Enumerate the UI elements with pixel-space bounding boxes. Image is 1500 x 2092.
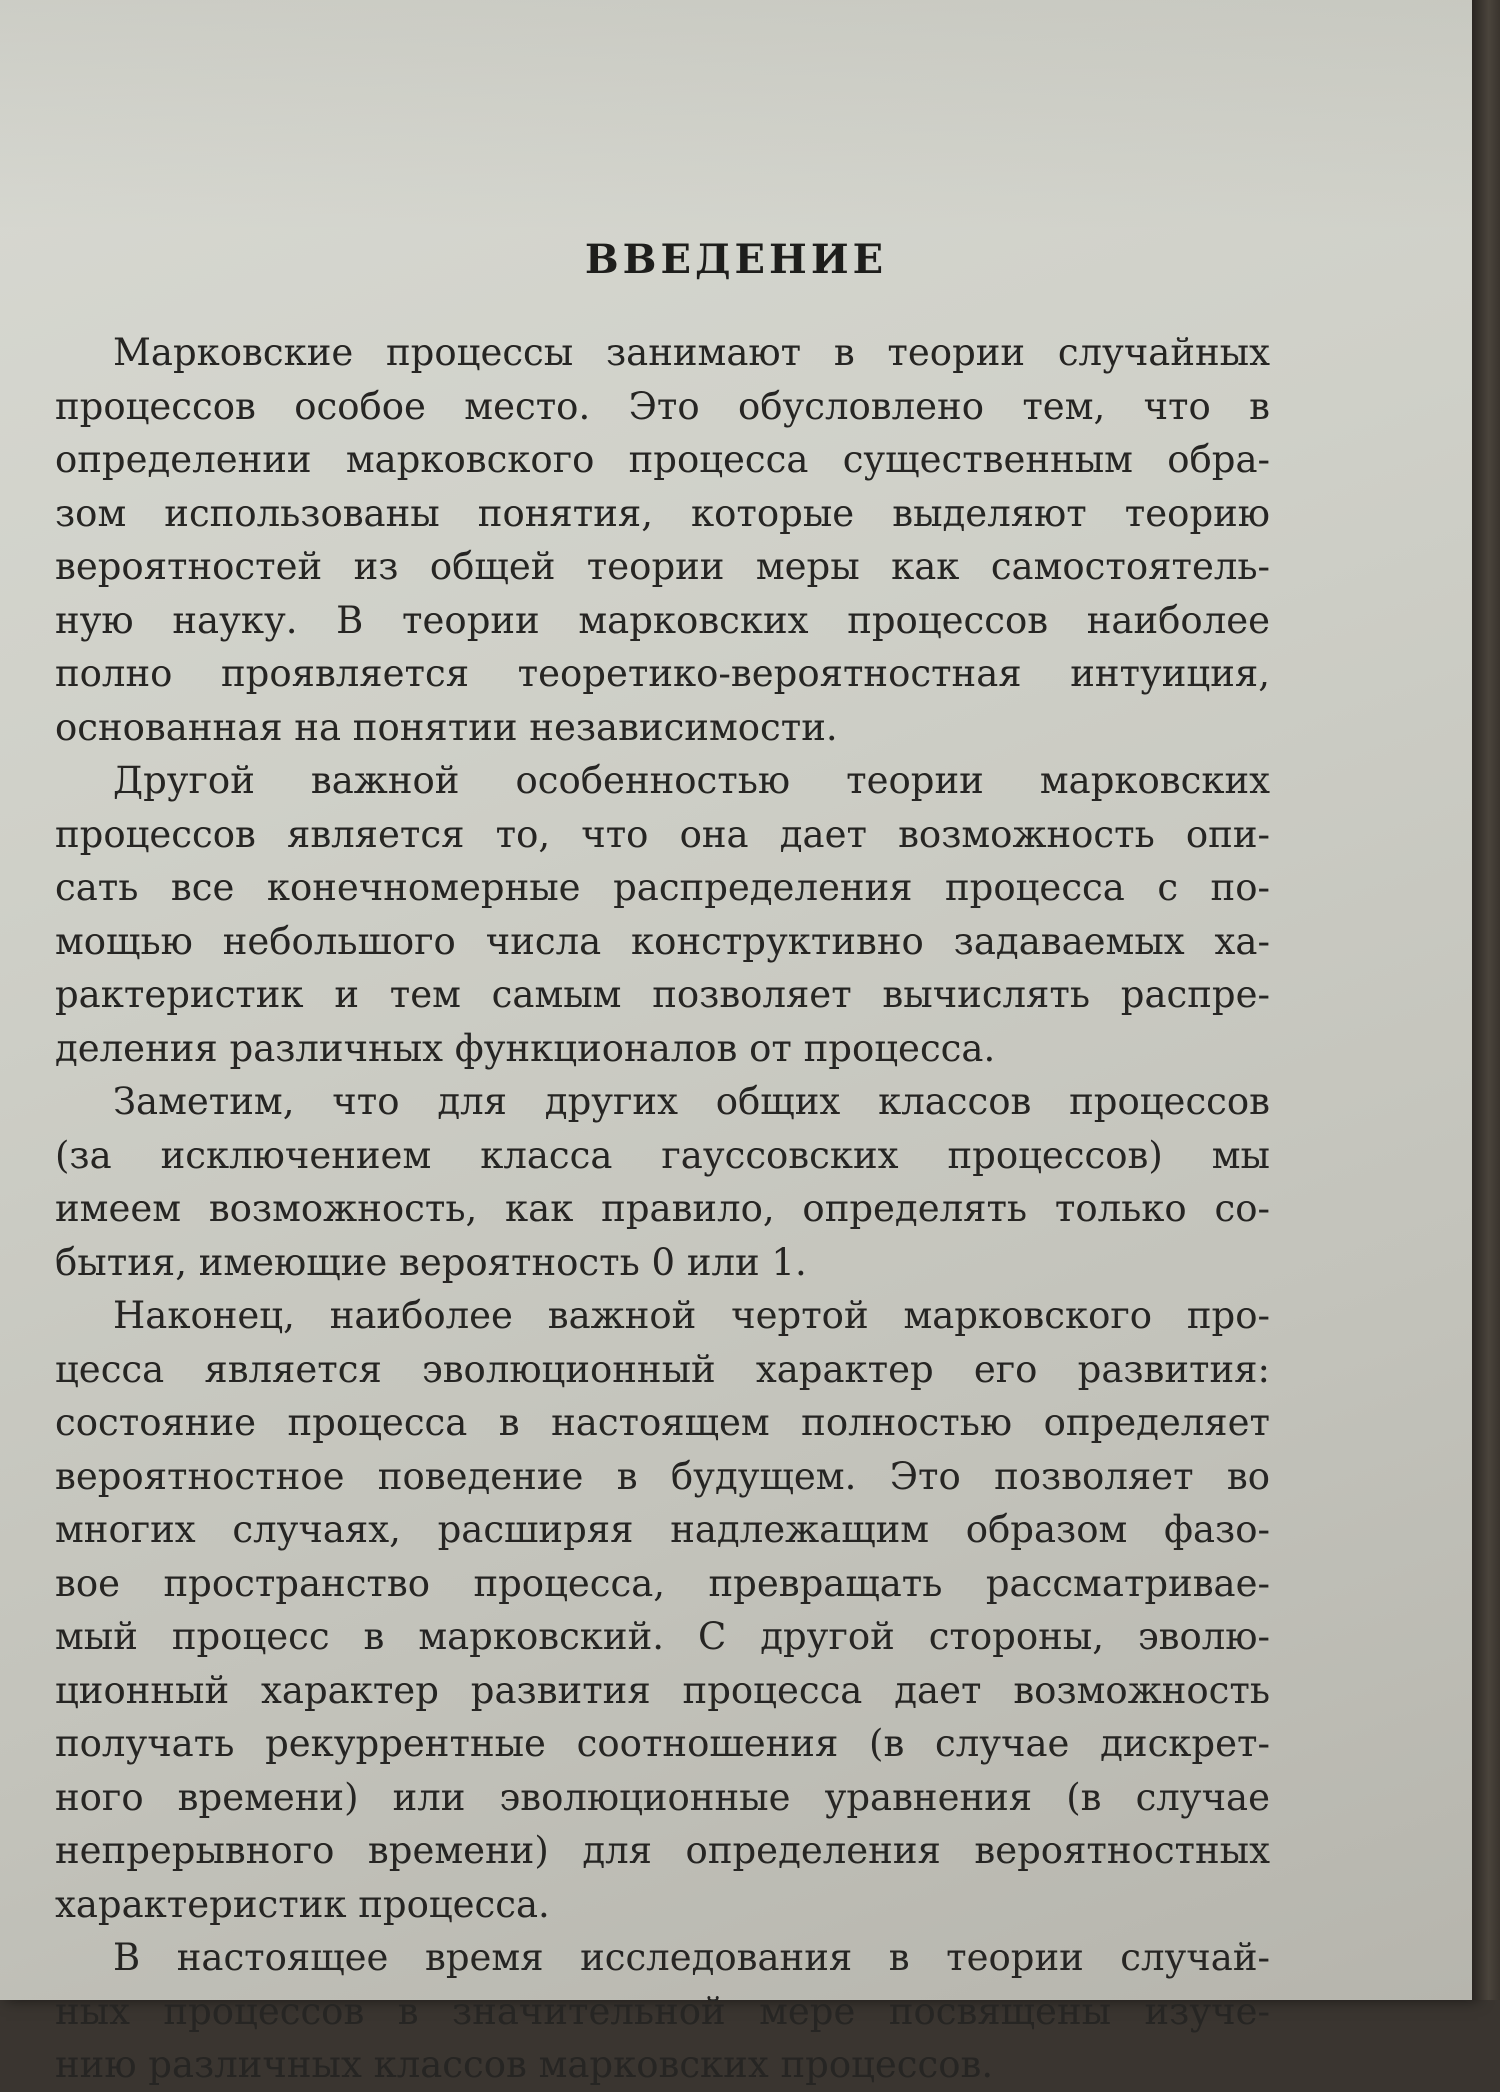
text-line: непрерывного времени) для определения вероятностных xyxy=(55,1829,1270,1872)
text-line: В настоящее время исследования в теории случай- xyxy=(113,1936,1270,1979)
text-line: характеристик процесса. xyxy=(55,1882,550,1926)
text-line: зом использованы понятия, которые выделяют теорию xyxy=(55,491,1270,535)
body-text xyxy=(55,326,1270,2092)
text-line: многих случаях, расширяя надлежащим образом фазо- xyxy=(55,1508,1270,1551)
text-line: Другой важной особенностью теории марковских xyxy=(113,759,1270,802)
text-line: мый процесс в марковский. С другой стороны, эволю- xyxy=(55,1615,1270,1658)
paragraph-1 xyxy=(55,326,1270,754)
text-line: имеем возможность, как правило, определять только со- xyxy=(55,1187,1270,1230)
text-line: ную науку. В теории марковских процессов наиболее xyxy=(55,598,1270,642)
paragraph-3 xyxy=(55,1075,1270,1289)
paragraph-4 xyxy=(55,1289,1270,1931)
text-line: вероятностей из общей теории меры как самостоятель- xyxy=(55,545,1270,588)
text-line: ного времени) или эволюционные уравнения (в случае xyxy=(55,1775,1270,1819)
text-line: процессов особое место. Это обусловлено тем, что в xyxy=(55,384,1270,428)
text-line: ционный характер развития процесса дает возможность xyxy=(55,1668,1270,1712)
paragraph-2 xyxy=(55,754,1270,1075)
text-line: Заметим, что для других общих классов процессов xyxy=(113,1080,1270,1123)
text-line: вероятностное поведение в будущем. Это позволяет во xyxy=(55,1454,1270,1498)
text-line: нию различных классов марковских процессов. xyxy=(55,2043,994,2086)
text-line: процессов является то, что она дает возможность опи- xyxy=(55,812,1270,856)
text-line: получать рекуррентные соотношения (в случае дискрет- xyxy=(55,1722,1270,1765)
text-line: состояние процесса в настоящем полностью определяет xyxy=(55,1401,1270,1444)
book-spine-edge xyxy=(1472,0,1500,2000)
text-line: мощью небольшого числа конструктивно задаваемых ха- xyxy=(55,919,1270,963)
text-line: определении марковского процесса существенным обра- xyxy=(55,438,1270,481)
text-line: ных процессов в значительной мере посвящены изуче- xyxy=(55,1989,1270,2033)
text-line: Наконец, наиболее важной чертой марковского про- xyxy=(113,1294,1270,1337)
text-line: деления различных функционалов от процесса. xyxy=(55,1026,996,1070)
bleed-through-shadow xyxy=(0,0,1472,230)
text-line: основанная на понятии независимости. xyxy=(55,705,838,749)
paragraph-5 xyxy=(55,1931,1270,2092)
text-line: вое пространство процесса, превращать рассматривае- xyxy=(55,1561,1270,1605)
chapter-heading: ВВЕДЕНИЕ xyxy=(584,236,888,283)
text-line: цесса является эволюционный характер его развития: xyxy=(55,1347,1270,1391)
text-line: Марковские процессы занимают в теории случайных xyxy=(113,331,1270,374)
text-line: полно проявляется теоретико-вероятностная интуиция, xyxy=(55,652,1270,695)
text-line: сать все конечномерные распределения процесса с по- xyxy=(55,866,1270,909)
text-line: (за исключением класса гауссовских процессов) мы xyxy=(55,1133,1270,1177)
text-line: бытия, имеющие вероятность 0 или 1. xyxy=(55,1240,807,1284)
text-line: рактеристик и тем самым позволяет вычислять распре- xyxy=(55,973,1270,1016)
